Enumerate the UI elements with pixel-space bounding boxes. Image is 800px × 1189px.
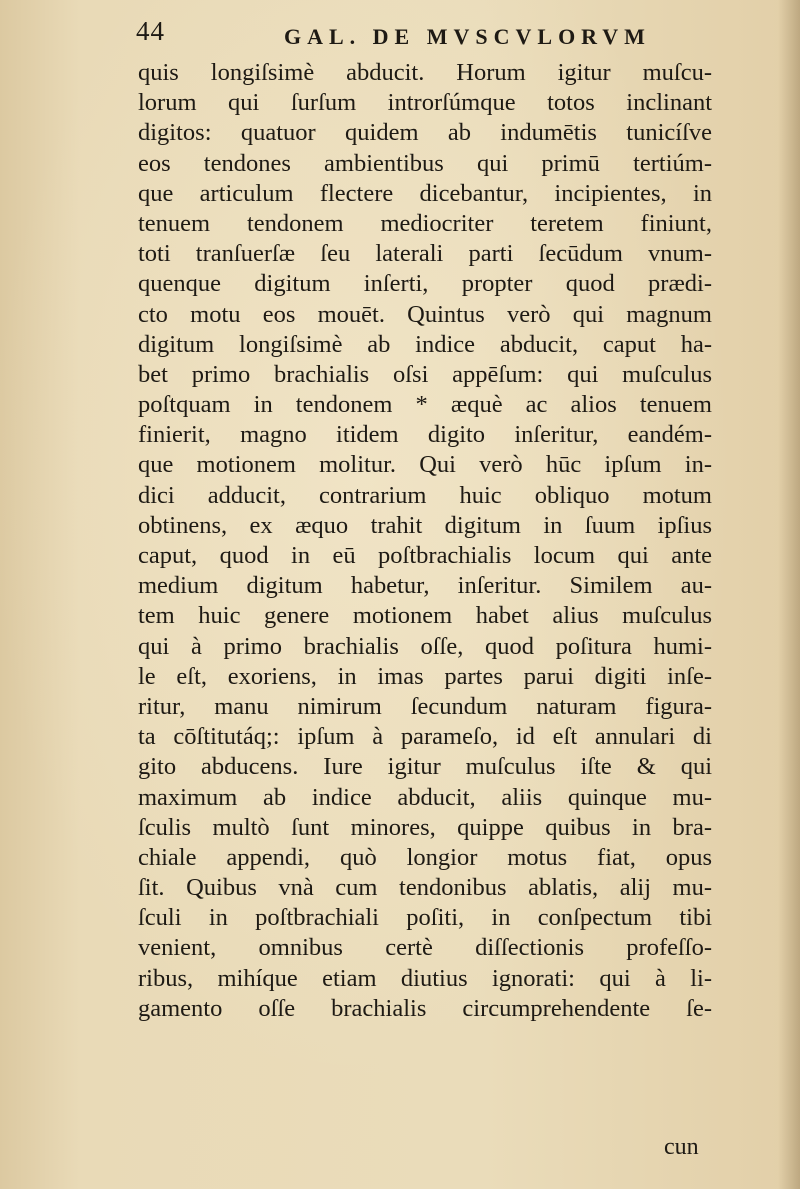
text-line: tem huic genere motionem habet alius muſculus xyxy=(138,602,712,630)
text-line: toti tranſuerſæ ſeu laterali parti ſecūdum vnum- xyxy=(138,240,712,268)
text-line: bet primo brachialis oſsi appēſum: qui muſculus xyxy=(138,360,712,388)
text-line: qui à primo brachialis oſſe, quod poſitura humi- xyxy=(138,632,712,660)
text-line: medium digitum habetur, inſeritur. Similem au- xyxy=(138,572,712,600)
text-line: ſculi in poſtbrachiali poſiti, in conſpectum tibi xyxy=(138,904,712,932)
page-number: 44 xyxy=(136,16,165,46)
text-line: que articulum flectere dicebantur, incipientes, in xyxy=(138,179,712,207)
catchword: cun xyxy=(664,1134,699,1160)
text-line: cto motu eos mouēt. Quintus verò qui magnum xyxy=(138,300,712,328)
text-line: eos tendones ambientibus qui primū tertiúm- xyxy=(138,149,712,177)
text-line: que motionem molitur. Qui verò hūc ipſum in- xyxy=(138,451,712,479)
text-line: quenque digitum inſerti, propter quod prædi- xyxy=(138,270,712,298)
page-edge-shadow xyxy=(778,0,800,1189)
text-line: gamento oſſe brachialis circumprehendente ſe- xyxy=(138,994,712,1022)
text-line: tenuem tendonem mediocriter teretem finiunt, xyxy=(138,209,712,237)
text-line: obtinens, ex æquo trahit digitum in ſuum ipſius xyxy=(138,511,712,539)
text-line: ritur, manu nimirum ſecundum naturam figura- xyxy=(138,692,712,720)
text-line: gito abducens. Iure igitur muſculus iſte & qui xyxy=(138,753,712,781)
text-line: digitos: quatuor quidem ab indumētis tunicíſve xyxy=(138,119,712,147)
text-line: quis longiſsimè abducit. Horum igitur muſcu- xyxy=(138,59,712,86)
text-line: digitum longiſsimè ab indice abducit, caput ha- xyxy=(138,330,712,358)
text-line: le eſt, exoriens, in imas partes parui digiti inſe- xyxy=(138,662,712,690)
text-line: chiale appendi, quò longior motus fiat, opus xyxy=(138,843,712,871)
text-line: ta cōſtitutáq;: ipſum à parameſo, id eſt annulari di xyxy=(138,723,712,751)
text-line: venient, omnibus certè diſſectionis profeſſo- xyxy=(138,934,712,962)
text-line: ribus, mihíque etiam diutius ignorati: qui à li- xyxy=(138,964,712,992)
running-head: GAL. DE MVSCVLORVM xyxy=(284,24,651,49)
text-line: ſit. Quibus vnà cum tendonibus ablatis, alij mu- xyxy=(138,874,712,902)
text-line: finierit, magno itidem digito inſeritur, eandém- xyxy=(138,421,712,449)
text-line: caput, quod in eū poſtbrachialis locum qui ante xyxy=(138,542,712,569)
text-line: maximum ab indice abducit, aliis quinque mu- xyxy=(138,783,712,811)
text-line: poſtquam in tendonem * æquè ac alios tenuem xyxy=(138,391,712,419)
text-line: dici adducit, contrarium huic obliquo motum xyxy=(138,481,712,509)
text-line: lorum qui ſurſum introrſúmque totos inclinant xyxy=(138,89,712,117)
body-text xyxy=(138,58,712,1024)
text-line: ſculis multò ſunt minores, quippe quibus in bra- xyxy=(138,813,712,841)
